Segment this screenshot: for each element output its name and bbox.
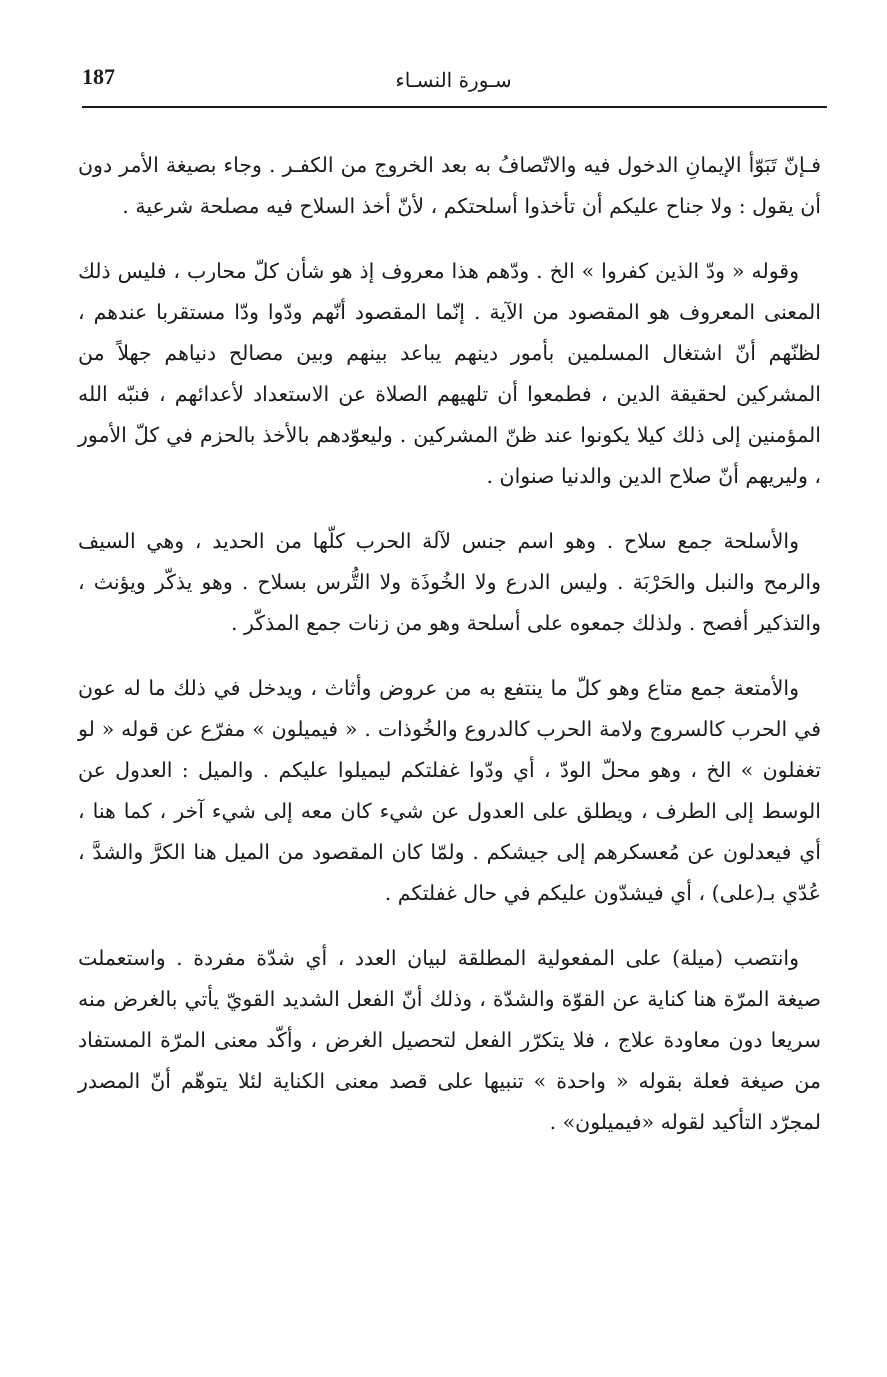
paragraph: فـإنّ تَبَوّأ الإيمانِ الدخول فيه والاتّصافُ به بعد الخروج من الكفـر . وجاء بصيغة الأمر دون أن يقول : ولا جناح عليكم أن تأخذوا أسلحتكم ، لأنّ أخذ السلاح فيه مصلحة شرعية . bbox=[78, 153, 821, 218]
paragraph: وانتصب (ميلة) على المفعولية المطلقة لبيان العدد ، أي شدّة مفردة . واستعملت صيغة المرّة هنا كناية عن القوّة والشدّة ، وذلك أنّ الفعل الشديد القويّ يأتي بالغرض منه سريعا دون معاودة علاج ، فلا يتكرّر الفعل لتحصيل الغرض ، وأكّد معنى المرّة المستفاد من صيغة فعلة بقوله « واحدة » تنبيها على قصد معنى الكناية لئلا يتوهّم أنّ المصدر لمجرّد التأكيد لقوله «فيميلون» . bbox=[78, 946, 821, 1134]
paragraph: والأسلحة جمع سلاح . وهو اسم جنس لآلة الحرب كلّها من الحديد ، وهي السيف والرمح والنبل والحَرْبَة . وليس الدرع ولا الخُوذَة ولا التُّرس بسلاح . وهو يذكّر ويؤنث ، والتذكير أفصح . ولذلك جمعوه على أسلحة وهو من زنات جمع المذكّر . bbox=[78, 529, 821, 635]
paragraph: وقوله « ودّ الذين كفروا » الخ . ودّهم هذا معروف إذ هو شأن كلّ محارب ، فليس ذلك المعنى المعروف هو المقصود من الآية . إنّما المقصود أنّهم ودّوا ودّا مستقربا عندهم ، لظنّهم أنّ اشتغال المسلمين بأمور دينهم يباعد بينهم وبين مصالح دنياهم جهلاً من المشركين لحقيقة الدين ، فطمعوا أن تلهيهم الصلاة عن الاستعداد لأعدائهم ، فنبّه الله المؤمنين إلى ذلك كيلا يكونوا عند ظنّ المشركين . وليعوّدهم بالأخذ بالحزم في كلّ الأمور ، وليريهم أنّ صلاح الدين والدنيا صنوان . bbox=[78, 259, 821, 488]
body-text bbox=[78, 145, 821, 1167]
page-number: 187 bbox=[82, 64, 115, 89]
header-rule bbox=[82, 106, 827, 108]
paragraph: والأمتعة جمع متاع وهو كلّ ما ينتفع به من عروض وأثاث ، ويدخل في ذلك ما له عون في الحرب كالسروج ولامة الحرب كالدروع والخُوذات . « فيميلون » مفرّع عن قوله « لو تغفلون » الخ ، وهو محلّ الودّ ، أي ودّوا غفلتكم ليميلوا عليكم . والميل : العدول عن الوسط إلى الطرف ، ويطلق على العدول عن شيء كان معه إلى شيء آخر ، كما هنا ، أي فيعدلون عن مُعسكرهم إلى جيشكم . ولمّا كان المقصود من الميل هنا الكرَّ والشدَّ ، عُدّي بـ(على) ، أي فيشدّون عليكم في حال غفلتكم . bbox=[78, 676, 821, 905]
page-header bbox=[82, 62, 825, 102]
running-title: سـورة النسـاء bbox=[395, 68, 512, 92]
